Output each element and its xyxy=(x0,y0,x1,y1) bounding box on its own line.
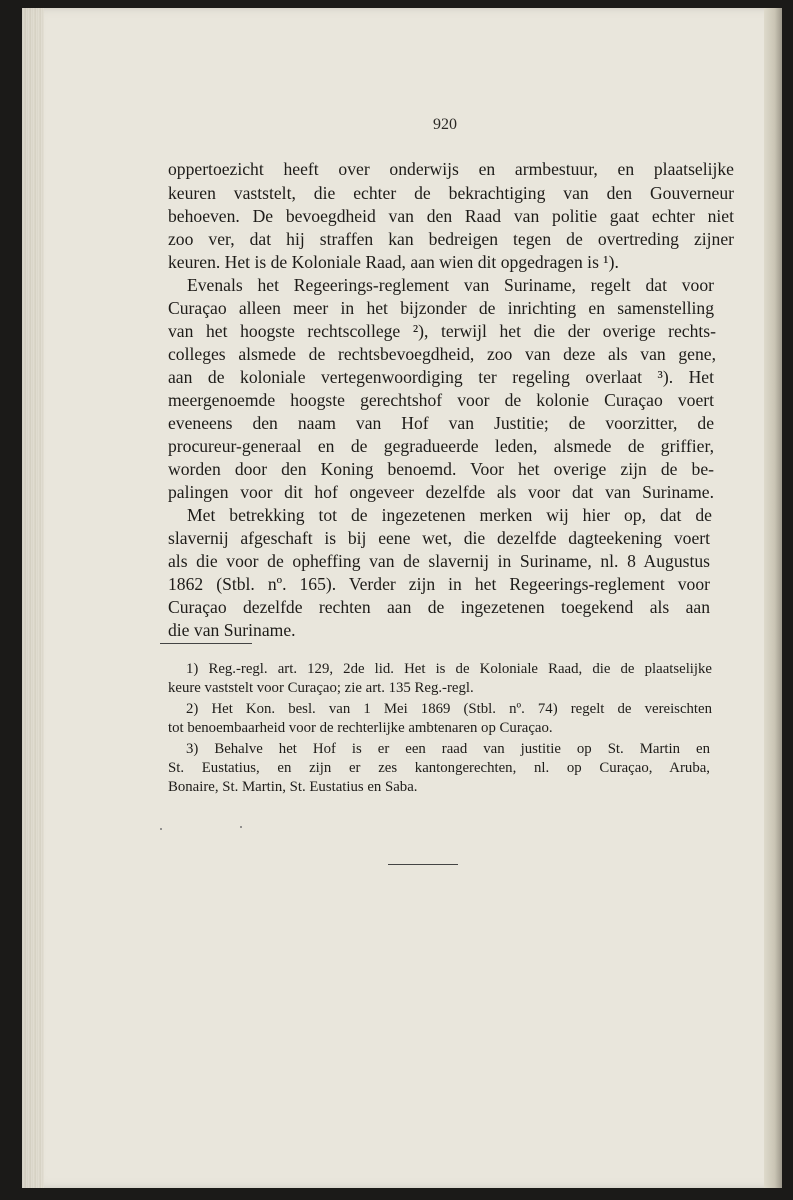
body-line: keuren vaststelt, die echter de bekrachtiging van den Gouverneur xyxy=(168,183,734,203)
body-line: zoo ver, dat hij straffen kan bedreigen tegen de overtreding zijner xyxy=(168,229,734,249)
body-line: eveneens den naam van Hof van Justitie; de voorzitter, de xyxy=(168,413,714,433)
body-line: die van Suriname. xyxy=(168,620,296,640)
body-line: behoeven. De bevoegdheid van den Raad van politie gaat echter niet xyxy=(168,206,734,226)
footnote-line: 3) Behalve het Hof is er een raad van justitie op St. Martin en xyxy=(186,741,710,757)
page-number: 920 xyxy=(433,116,457,133)
body-line: als die voor de opheffing van de slavernij in Suriname, nl. 8 Augustus xyxy=(168,551,710,571)
body-line: Curaçao alleen meer in het bijzonder de inrichting en samenstelling xyxy=(168,298,714,318)
footnote-line: tot benoembaarheid voor de rechterlijke ambtenaren op Curaçao. xyxy=(168,720,553,736)
body-line: colleges alsmede de rechtsbevoegdheid, zoo van deze als van gene, xyxy=(168,344,716,364)
footnote-line: 2) Het Kon. besl. van 1 Mei 1869 (Stbl. nº. 74) regelt de vereischten xyxy=(186,701,712,717)
end-rule xyxy=(388,864,458,865)
body-line: 1862 (Stbl. nº. 165). Verder zijn in het Regeerings-reglement voor xyxy=(168,574,710,594)
body-line: keuren. Het is de Koloniale Raad, aan wien dit opgedragen is ¹). xyxy=(168,252,619,272)
footnote-line: 1) Reg.-regl. art. 129, 2de lid. Het is de Koloniale Raad, die de plaatselijke xyxy=(186,661,712,677)
body-line: Curaçao dezelfde rechten aan de ingezetenen toegekend als aan xyxy=(168,597,710,617)
body-line: Met betrekking tot de ingezetenen merken wij hier op, dat de xyxy=(187,505,712,525)
body-line: procureur-generaal en de gegradueerde leden, alsmede de griffier, xyxy=(168,436,714,456)
footnote-line: St. Eustatius, en zijn er zes kantongerechten, nl. op Curaçao, Aruba, xyxy=(168,760,710,776)
book-spine-edge xyxy=(22,8,44,1188)
paper-speck xyxy=(160,828,162,830)
footnote-line: Bonaire, St. Martin, St. Eustatius en Saba. xyxy=(168,779,418,795)
body-line: slavernij afgeschaft is bij eene wet, die dezelfde dagteekening voert xyxy=(168,528,710,548)
body-line: aan de koloniale vertegenwoordiging ter regeling overlaat ³). Het xyxy=(168,367,714,387)
paper-speck xyxy=(240,826,242,828)
body-line: van het hoogste rechtscollege ²), terwijl het die der overige rechts- xyxy=(168,321,716,341)
body-line: Evenals het Regeerings-reglement van Suriname, regelt dat voor xyxy=(187,275,714,295)
body-line: oppertoezicht heeft over onderwijs en armbestuur, en plaatselijke xyxy=(168,159,734,179)
body-line: meergenoemde hoogste gerechtshof voor de kolonie Curaçao voert xyxy=(168,390,714,410)
page-right-edge xyxy=(764,8,782,1188)
body-line: palingen voor dit hof ongeveer dezelfde als voor dat van Suriname. xyxy=(168,482,714,502)
footnote-line: keure vaststelt voor Curaçao; zie art. 135 Reg.-regl. xyxy=(168,680,474,696)
body-line: worden door den Koning benoemd. Voor het overige zijn de be- xyxy=(168,459,714,479)
footnote-separator xyxy=(160,643,252,644)
